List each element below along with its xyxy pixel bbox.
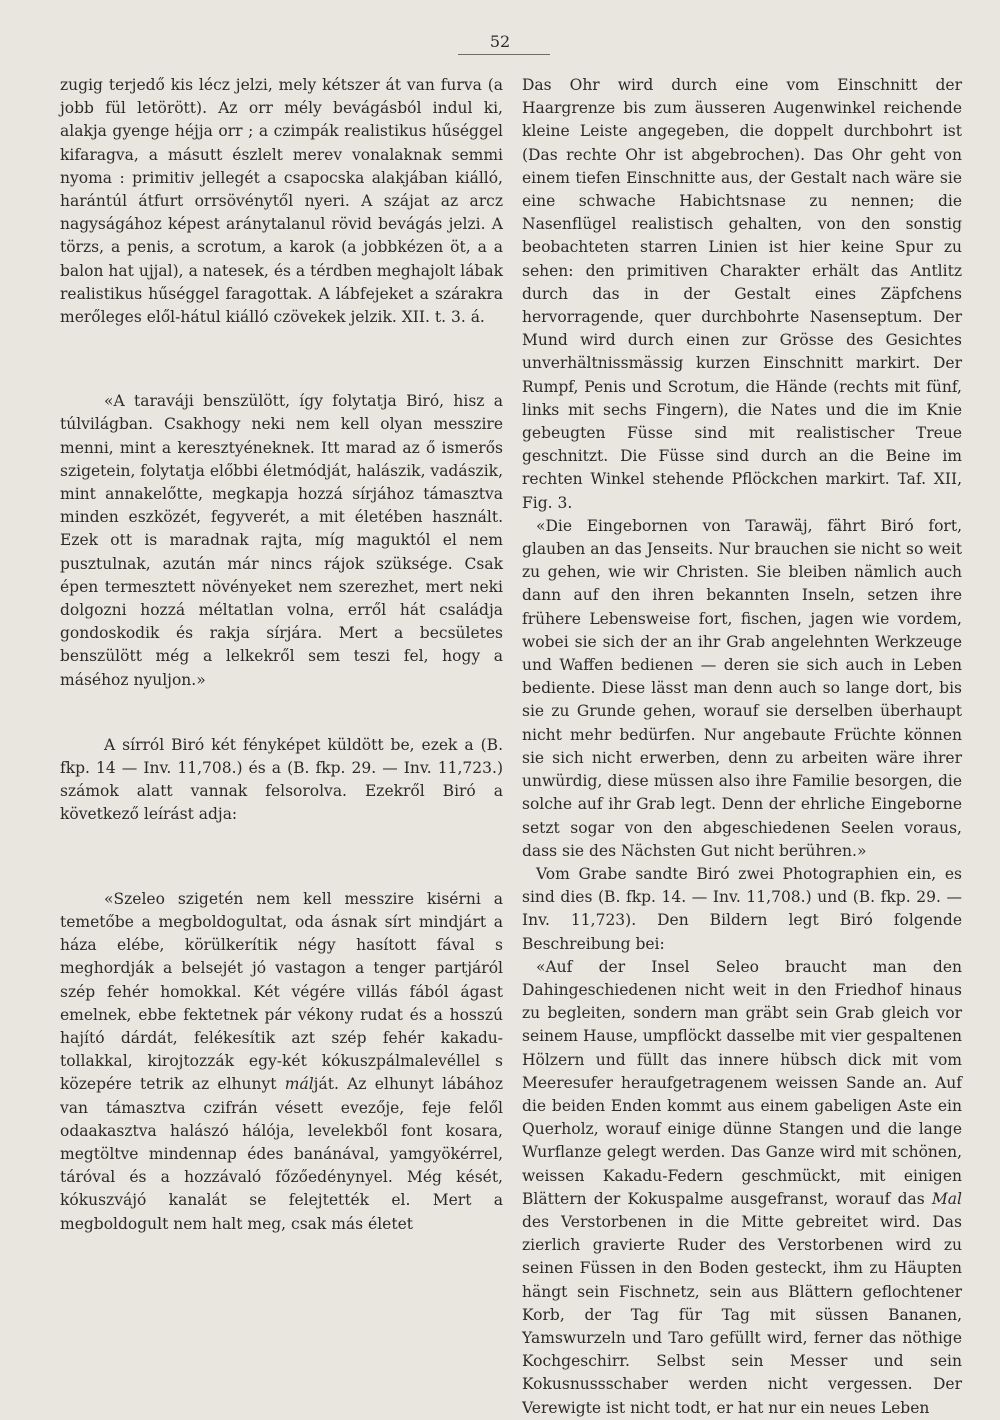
- paragraph-gap: [60, 692, 503, 734]
- paragraph: A sírról Biró két fényképet küldött be, ezek a (B. fkp. 14 — Inv. 11,708.) és a (B. fkp. 29. — Inv. 11,723.) számok alatt vannak felsorolva. Ezekről Biró a következő leírást adja:: [60, 735, 503, 824]
- italic-term: mál: [284, 1075, 314, 1094]
- left-column: [60, 74, 503, 1236]
- paragraph-text: des Verstorbenen in die Mitte gebreitet wird. Das zierlich gravierte Ruder des Verstorbenen wird zu seinen Füssen in den Boden gesteckt, ihm zu Häupten hängt sein Fischnetz, sein aus Blättern geflochtener Korb, der Tag für Tag mit süssen Bananen, Yamswurzeln und Taro gefüllt wird, ferner das nöthige Kochgeschirr. Selbst sein Messer und sein Kokusnussschaber werden nicht vergessen. Der Verewigte ist nicht todt, er hat nur ein neues Leben: [522, 1212, 962, 1417]
- paragraph: Das Ohr wird durch eine vom Einschnitt der Haargrenze bis zum äusseren Augenwinkel reichende kleine Leiste angegeben, die doppelt durchbohrt ist (Das rechte Ohr ist abgebrochen). Das Ohr geht von einem tiefen Einschnitte aus, der Gestalt nach wäre sie eine schwache Habichtsnase zu nennen; die Nasenflügel realistisch gehalten, von den sonstig beobachteten starren Linien ist hier keine Spur zu sehen: den primitiven Charakter erhält das Antlitz durch das in der Gestalt eines Zäpfchens hervorragende, quer durchbohrte Nasenseptum. Der Mund wird durch einen zur Grösse des Gesichtes unverhältnissmässig kurzen Einschnitt markirt. Der Rumpf, Penis und Scrotum, die Hände (rechts mit fünf, links mit sechs Fingern), die Nates und die im Knie gebeugten Füsse sind mit realistischer Treue geschnitzt. Die Füsse sind durch an die Beine im rechten Winkel stehende Pflöckchen markirt. Taf. XII, Fig. 3.: [522, 76, 962, 512]
- paragraph: «A taraváji benszülött, így folytatja Biró, hisz a túlvilágban. Csakhogy neki nem kell olyan messzire menni, mint a keresztyéneknek. Itt marad az ő ismerős szigetein, folytatja előbbi életmódját, halászik, vadászik, mint annakelőtte, megkapja hozzá sírjához támasztva minden eszközét, fegyverét, a mit életében használt. Ezek ott is maradnak rajta, míg maguktól el nem pusztulnak, azután már nincs rájok szüksége. Csak épen termesztett növényeket nem szerezhet, mert neki dolgozni hozzá méltatlan volna, erről hát családja gondoskodik és rakja sírjára. Mert a becsületes benszülött még a lelkekről sem teszi fel, hogy a máséhoz nyuljon.»: [60, 392, 503, 689]
- page-number: 52: [489, 32, 511, 51]
- paragraph-gap: [60, 827, 503, 888]
- header-rule: [458, 54, 550, 55]
- italic-term: Mal: [931, 1189, 962, 1208]
- paragraph-text: «Auf der Insel Seleo braucht man den Dahingeschiedenen nicht weit in den Friedhof hinaus zu begleiten, sondern man gräbt sein Grab gleich vor seinem Hause, umpflöckt dasselbe mit vier gespaltenen Hölzern und füllt das innere hübsch dick mit vom Meeresufer heraufgetragenem weissen Sande an. Auf die beiden Enden kommt aus einem gabeligen Aste ein Querholz, worauf einige dünne Stangen und die lange Wurflanze gelegt werden. Das Ganze wird mit schönen, weissen Kakadu-Federn geschmückt, mit einigen Blättern der Kokuspalme ausgefranst, worauf das: [522, 957, 962, 1208]
- paragraph-gap: [60, 329, 503, 390]
- paragraph: Vom Grabe sandte Biró zwei Photographien ein, es sind dies (B. fkp. 14. — Inv. 11,708.) und (B. fkp. 29. — Inv. 11,723). Den Bildern legt Biró folgende Beschreibung bei:: [522, 864, 962, 953]
- right-column: [522, 74, 962, 1420]
- paragraph: «Die Eingebornen von Tarawäj, fährt Biró fort, glauben an das Jenseits. Nur brauchen sie nicht so weit zu gehen, wie wir Christen. Sie bleiben nämlich auch dann auf den ihren bekannten Inseln, setzen ihre frühere Lebensweise fort, fischen, jagen wie vordem, wobei sie sich der an ihr Grab angelehnten Werkzeuge und Waffen bedienen — deren sie sich auch in Leben bediente. Diese lässt man denn auch so lange dort, bis sie zu Grunde gehen, worauf sie derselben überhaupt nicht mehr bedürfen. Nur angebaute Früchte können sie sich nicht erwerben, denn zu arbeiten wäre ihrer unwürdig, diese müssen also ihre Familie besorgen, die solche auf ihr Grab legt. Denn der ehrliche Eingeborne setzt sogar von den abgeschiedenen Seelen voraus, dass sie des Nächsten Gut nicht berühren.»: [522, 516, 962, 860]
- paragraph-text: «Szeleo szigetén nem kell messzire kisérni a temetőbe a megboldogultat, oda ásnak sírt mindjárt a háza elébe, körülkerítik négy hasított fával s meghordják a belsejét jó vastagon a tenger partjáról szép fehér homokkal. Két végére villás fából ágast emelnek, ebbe fektetnek pár vékony rudat és a hosszú hajító dárdát, felékesítik azt szép fehér kakadu-tollakkal, kirojtozzák egy-két kókuszpálmalevéllel s közepére tetrik az elhunyt: [60, 889, 503, 1094]
- paragraph: [60, 888, 503, 1236]
- paragraph-text: ját. Az elhunyt lábához van támasztva czifrán vésett evezője, feje felől odaakasztva halászó hálója, levelekből font kosara, megtöltve mindennap édes banánával, yamgyökérrel, táróval és a hozzávaló főzőedénynyel. Még kését, kókuszvájó kanalát se felejtették el. Mert a megboldogult nem halt meg, csak más életet: [60, 1075, 504, 1233]
- paragraph: zugig terjedő kis lécz jelzi, mely kétszer át van furva (a jobb fül letörött). Az orr mély bevágásból indul ki, alakja gyenge héjja orr ; a czimpák realistikus hűséggel kifaragva, a másutt észlelt merev vonalaknak semmi nyoma : primitiv jellegét a csapocska alakjában kiálló, harántúl átfurt orrsövénytől nyeri. A szájat az arcz nagyságához képest aránytalanul rövid bevágás jelzi. A törzs, a penis, a scrotum, a karok (a jobbkézen öt, a a balon hat ujjal), a natesek, és a térdben meghajolt lábak realistikus hűséggel faragottak. A lábfejeket a szárakra merőleges elől-hátul kiálló czövekek jelzik. XII. t. 3. á.: [60, 76, 503, 327]
- paragraph: [522, 956, 962, 1420]
